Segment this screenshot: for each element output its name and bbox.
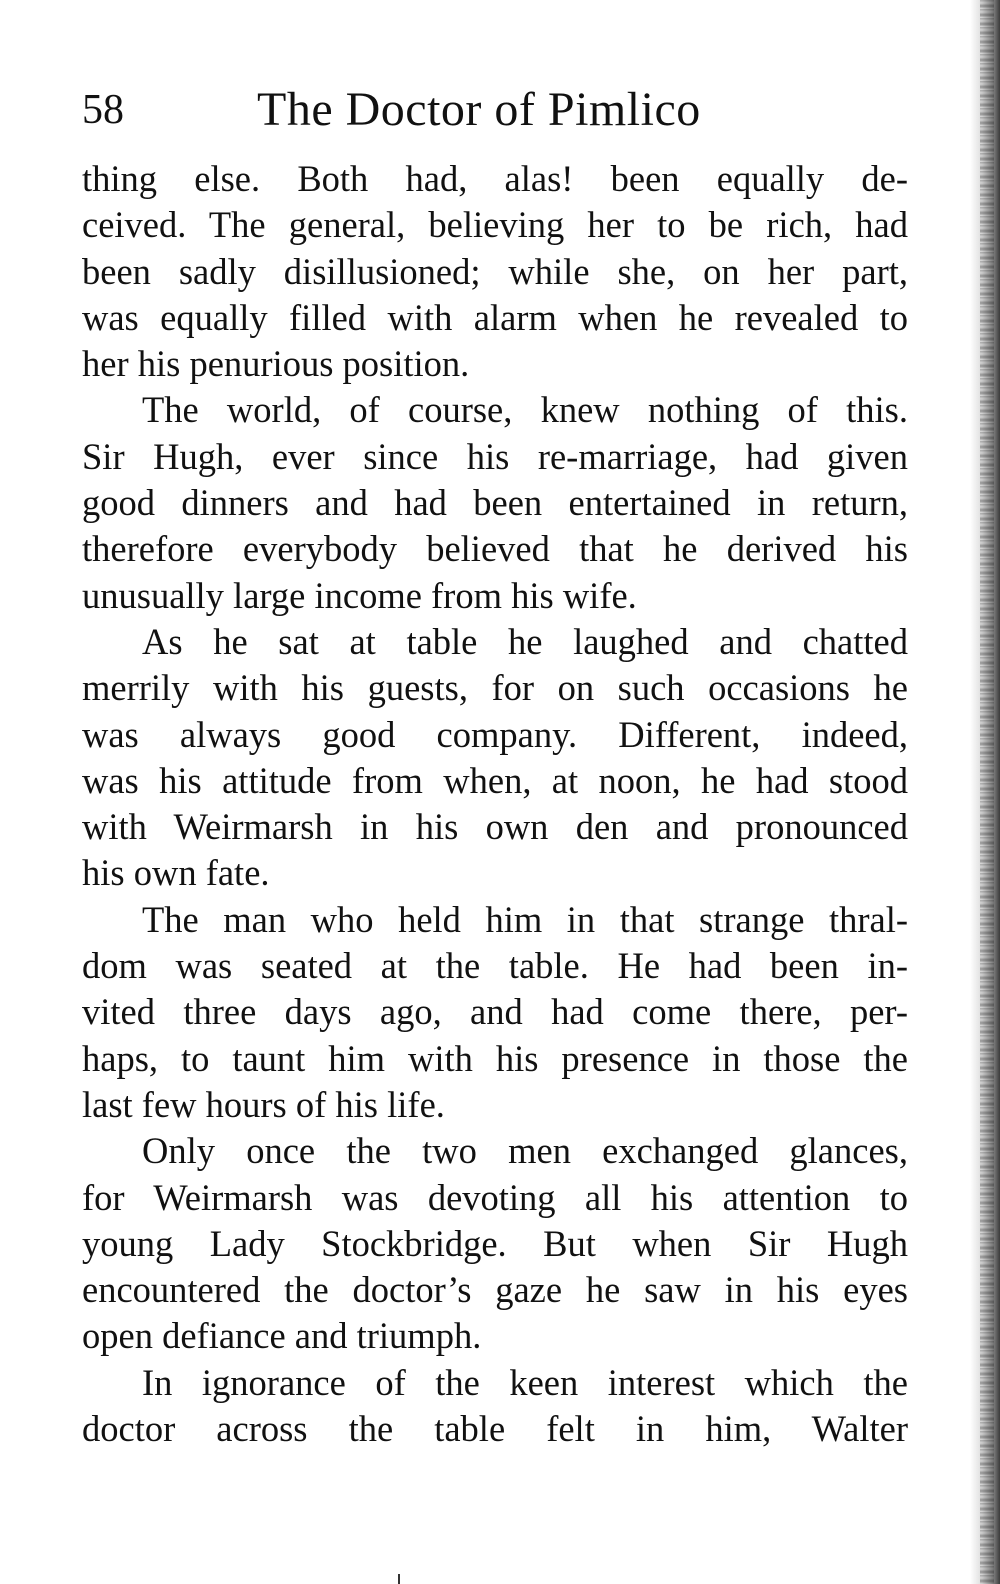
text-line: been sadly disillusioned; while she, on her part, — [82, 250, 908, 292]
paragraph — [82, 387, 908, 618]
text-line: vited three days ago, and had come there, per- — [82, 991, 908, 1033]
page-number: 58 — [82, 87, 124, 133]
text-line: with Weirmarsh in his own den and pronounced — [82, 806, 908, 848]
scan-mark — [398, 1574, 400, 1584]
text-line: her his penurious position. — [82, 343, 470, 385]
page-edge-texture — [980, 0, 994, 1584]
text-line: unusually large income from his wife. — [82, 574, 637, 616]
text-line: The man who held him in that strange thral- — [142, 898, 908, 940]
text-line: thing else. Both had, alas! been equally de- — [82, 158, 908, 199]
text-line: young Lady Stockbridge. But when Sir Hugh — [82, 1222, 908, 1264]
paragraph — [82, 1360, 908, 1453]
text-line: haps, to taunt him with his presence in those the — [82, 1037, 908, 1079]
paragraph — [82, 156, 908, 387]
text-line: As he sat at table he laughed and chatted — [142, 620, 908, 662]
text-line: his own fate. — [82, 852, 270, 894]
running-title: The Doctor of Pimlico — [257, 83, 701, 136]
text-line: In ignorance of the keen interest which the — [142, 1361, 908, 1403]
text-line: ceived. The general, believing her to be rich, had — [82, 204, 908, 246]
text-line: open defiance and triumph. — [82, 1315, 482, 1357]
text-line: doctor across the table felt in him, Walter — [82, 1408, 908, 1450]
text-line: Only once the two men exchanged glances, — [142, 1130, 908, 1172]
paragraph — [82, 1128, 908, 1359]
text-line: therefore everybody believed that he derived his — [82, 528, 908, 570]
text-line: encountered the doctor’s gaze he saw in his eyes — [82, 1269, 908, 1311]
text-line: was equally filled with alarm when he revealed to — [82, 296, 908, 338]
text-line: dom was seated at the table. He had been in- — [82, 945, 908, 987]
text-line: good dinners and had been entertained in return, — [82, 482, 908, 524]
text-line: last few hours of his life. — [82, 1083, 445, 1125]
paragraph — [82, 619, 908, 897]
paragraph — [82, 897, 908, 1128]
text-line: was always good company. Different, indeed, — [82, 713, 908, 755]
page-header — [82, 78, 912, 148]
text-line: The world, of course, knew nothing of this. — [142, 389, 908, 431]
text-line: merrily with his guests, for on such occasions he — [82, 667, 908, 709]
text-line: for Weirmarsh was devoting all his attention to — [82, 1176, 908, 1218]
body-text — [82, 156, 908, 1452]
text-line: was his attitude from when, at noon, he had stood — [82, 759, 908, 801]
text-line: Sir Hugh, ever since his re-marriage, had given — [82, 435, 908, 477]
